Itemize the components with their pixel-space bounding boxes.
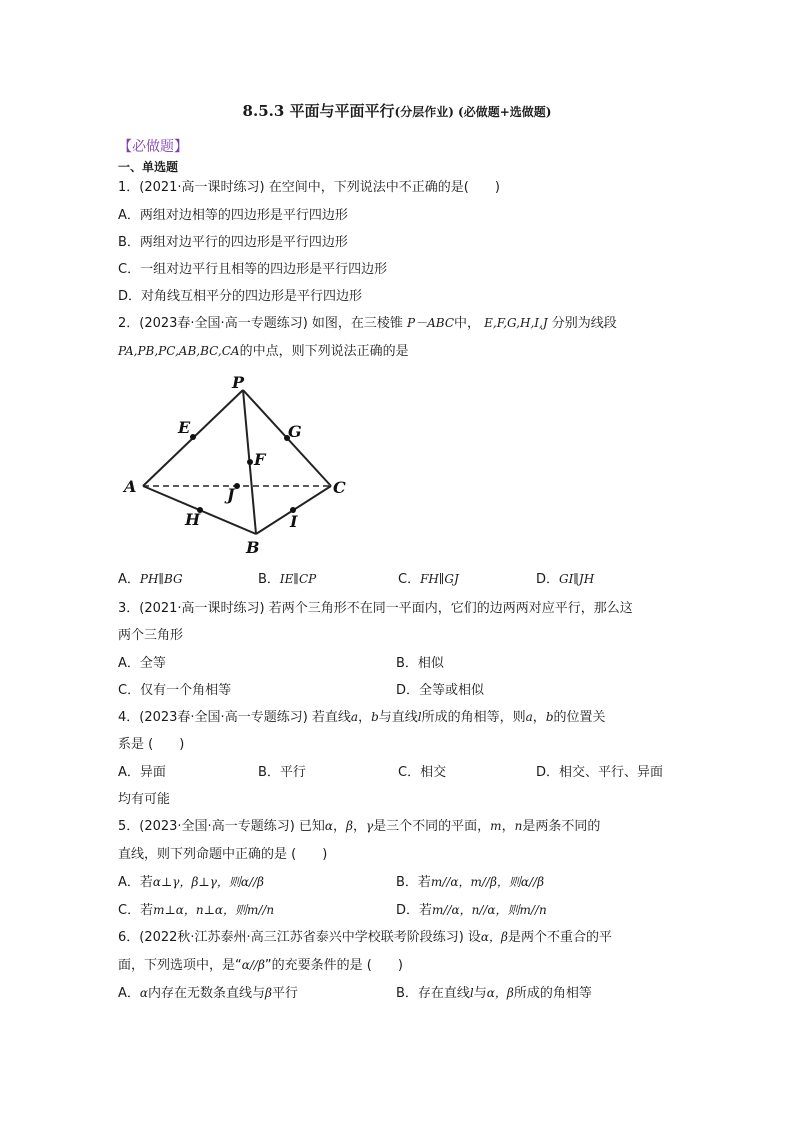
label-j: J	[227, 485, 235, 504]
q4-option-d-continuation: 均有可能	[118, 792, 171, 807]
q2-option-b: B．IE∥CP	[258, 572, 317, 587]
q3-stem-line1: 3．(2021·高一课时练习) 若两个三角形不在同一平面内，它们的边两两对应平行，那么这	[118, 601, 633, 616]
q2-stem-end: 的中点，则下列说法正确的是	[239, 344, 409, 359]
q4-option-a: A．异面	[118, 765, 166, 780]
title-main: 8.5.3 平面与平面平行	[242, 102, 395, 120]
q1-option-d: D．对角线互相平分的四边形是平行四边形	[118, 289, 363, 304]
q4-option-b: B．平行	[258, 765, 306, 780]
point-j	[234, 483, 240, 489]
q2-stem-line2	[118, 340, 409, 359]
q2-stem-suffix: 分别为线段	[551, 316, 617, 331]
q1-option-c: C．一组对边平行且相等的四边形是平行四边形	[118, 262, 388, 277]
q4-stem-line2: 系是 ( )	[118, 737, 185, 752]
label-i: I	[290, 512, 298, 531]
label-h: H	[185, 510, 201, 529]
page-title	[0, 100, 794, 121]
q3-option-b: B．相似	[396, 656, 444, 671]
title-sub: (分层作业) (必做题+选做题)	[394, 105, 552, 119]
q6-option-b: B．存在直线l与α，β所成的角相等	[396, 986, 592, 1001]
q6-stem-line2: 面，下列选项中，是“α//β”的充要条件的是 ( )	[118, 958, 403, 973]
q1-stem: 1．(2021·高一课时练习) 在空间中，下列说法中不正确的是( )	[118, 180, 500, 195]
label-c: C	[333, 478, 346, 497]
subsection-heading: 一、单选题	[118, 160, 179, 174]
q5-option-b: B．若m//α，m//β，则α//β	[396, 875, 545, 890]
q5-stem-line2: 直线，则下列命题中正确的是 ( )	[118, 847, 328, 862]
point-f	[247, 459, 253, 465]
tetrahedron-figure	[118, 368, 358, 567]
q5-option-d: D．若m//α，n//α，则m//n	[396, 903, 547, 918]
q2-option-d: D．GI∥JH	[536, 572, 595, 587]
q5-option-a: A．若α⊥γ，β⊥γ，则α//β	[118, 875, 264, 890]
label-g: G	[288, 422, 302, 441]
q3-option-d: D．全等或相似	[396, 683, 485, 698]
q3-option-a: A．全等	[118, 656, 166, 671]
q2-points: E,F,G,H,I,J	[484, 316, 548, 330]
q4-stem-line1: 4．(2023春·全国·高一专题练习) 若直线a，b与直线l所成的角相等，则a，b的位置关	[118, 710, 606, 725]
q2-option-a: A．PH∥BG	[118, 572, 183, 587]
q2-option-c: C．FH∥GJ	[398, 572, 459, 587]
q2-tetrahedron: P－ABC	[407, 316, 455, 330]
q2-segments: PA,PB,PC,AB,BC,CA	[118, 344, 240, 358]
q3-option-c: C．仅有一个角相等	[118, 683, 232, 698]
label-b: B	[246, 538, 260, 557]
q4-option-c: C．相交	[398, 765, 447, 780]
section-tag: 【必做题】	[118, 139, 188, 155]
q6-stem-line1: 6．(2022秋·江苏泰州·高三江苏省泰兴中学校联考阶段练习) 设α，β是两个不重合的平	[118, 930, 612, 945]
q2-stem-mid: 中，	[454, 316, 481, 331]
q2-stem-line1	[118, 312, 617, 331]
tetrahedron-diagram	[118, 368, 358, 563]
label-e: E	[178, 418, 191, 437]
q1-option-a: A．两组对边相等的四边形是平行四边形	[118, 208, 348, 223]
q6-option-a: A．α内存在无数条直线与β平行	[118, 986, 298, 1001]
label-f: F	[254, 450, 266, 469]
q5-stem-line1: 5．(2023·全国·高一专题练习) 已知α，β，γ是三个不同的平面，m，n是两条不同的	[118, 819, 601, 834]
point-e	[190, 434, 196, 440]
q3-stem-line2: 两个三角形	[118, 628, 184, 643]
q2-stem-prefix: 2．(2023春·全国·高一专题练习) 如图，在三棱锥	[118, 316, 403, 331]
label-p: P	[232, 373, 245, 392]
label-a: A	[124, 477, 137, 496]
q1-option-b: B．两组对边平行的四边形是平行四边形	[118, 235, 348, 250]
q5-option-c: C．若m⊥α，n⊥α，则m//n	[118, 903, 275, 918]
q4-option-d: D．相交、平行、异面	[536, 765, 664, 780]
